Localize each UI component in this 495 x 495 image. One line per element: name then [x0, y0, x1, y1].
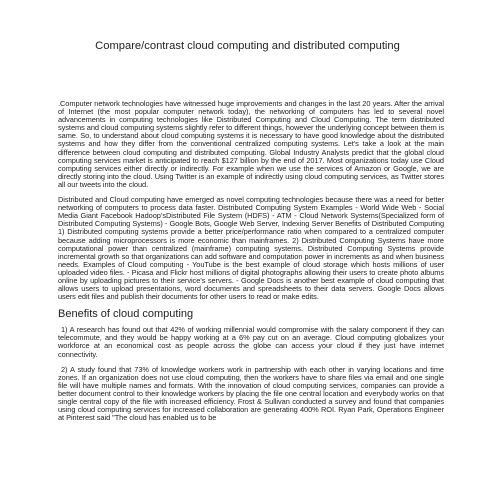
page-title: Compare/contrast cloud computing and distributed computing	[95, 40, 400, 52]
section-heading-benefits: Benefits of cloud computing	[58, 308, 194, 321]
distributed-paragraph: Distributed and Cloud computing have emerged as novel computing technologies because there was a need for better networking of computers to process data faster. Distributed Computing System Examples - World Wide Web - Social Media Giant Facebook Hadoop’sDistributed File System (HDFS) - ATM - Cloud Network Systems(Specialized form of Distributed Computing Systems) - Google Bots, Google Web Server, Indexing Server Benefits of Distributed Computing 1) Distributed computing systems provide a better price/performance ratio when compared to a centralized computer because adding microprocessors is more economic than mainframes. 2) Distributed Computing Systems have more computational power than centralized (mainframe) computing systems. Distributed Computing Systems provide incremental growth so that organizations can add software and computation power in increments as and when business needs. Examples of Cloud computing - YouTube is the best example of cloud storage which hosts millions of user uploaded video files. - Picasa and Flickr host millions of digital photographs allowing their users to create photo albums online by uploading pictures to their service’s servers. - Google Docs is another best example of cloud computing that allows users to upload presentations, word documents and spreadsheets to their data servers. Google Docs allows users edit files and publish their documents for other users to read or make edits.	[58, 195, 444, 302]
document-body	[58, 100, 444, 429]
intro-paragraph: .Computer network technologies have witnessed huge improvements and changes in the last 20 years. After the arrival of Internet (the most popular computer network today), the networking of computers has led to several novel advancements in computing technologies like Distributed Computing and Cloud Computing. The term distributed systems and cloud computing systems slightly refer to different things, however the underlying concept between them is same. So, to understand about cloud computing systems it is necessary to have good knowledge about the distributed systems and how they differ from the conventional centralized computing systems. Let’s take a look at the main difference between cloud computing and distributed computing. Global Industry Analysts predict that the global cloud computing services market is anticipated to reach $127 billion by the end of 2017. Most organizations today use Cloud computing services either directly or indirectly. For example when we use the services of Amazon or Google, we are directly storing into the cloud. Using Twitter is an example of indirectly using cloud computing services, as Twitter stores all our tweets into the cloud.	[58, 99, 444, 189]
benefit-paragraph-2: 2) A study found that 73% of knowledge workers work in partnership with each other in varying locations and time zones. If an organization does not use cloud computing, then the workers have to share files via email and one single file will have multiple names and formats. With the innovation of cloud computing services, companies can provide a better document control to their knowledge workers by placing the file one central location and everybody works on that single central copy of the file with increased efficiency. Frost & Sullivan conducted a survey and found that companies using cloud computing services for increased collaboration are generating 400% ROI. Ryan Park, Operations Engineer at Pinterest said "The cloud has enabled us to be	[58, 364, 444, 423]
benefit-paragraph-1: 1) A research has found out that 42% of working millennial would compromise with the salary component if they can telecommute, and they would be happy working at a 6% pay cut on an average. Cloud computing globalizes your workforce at an economical cost as people across the globe can access your cloud if they just have internet connectivity.	[58, 325, 444, 359]
